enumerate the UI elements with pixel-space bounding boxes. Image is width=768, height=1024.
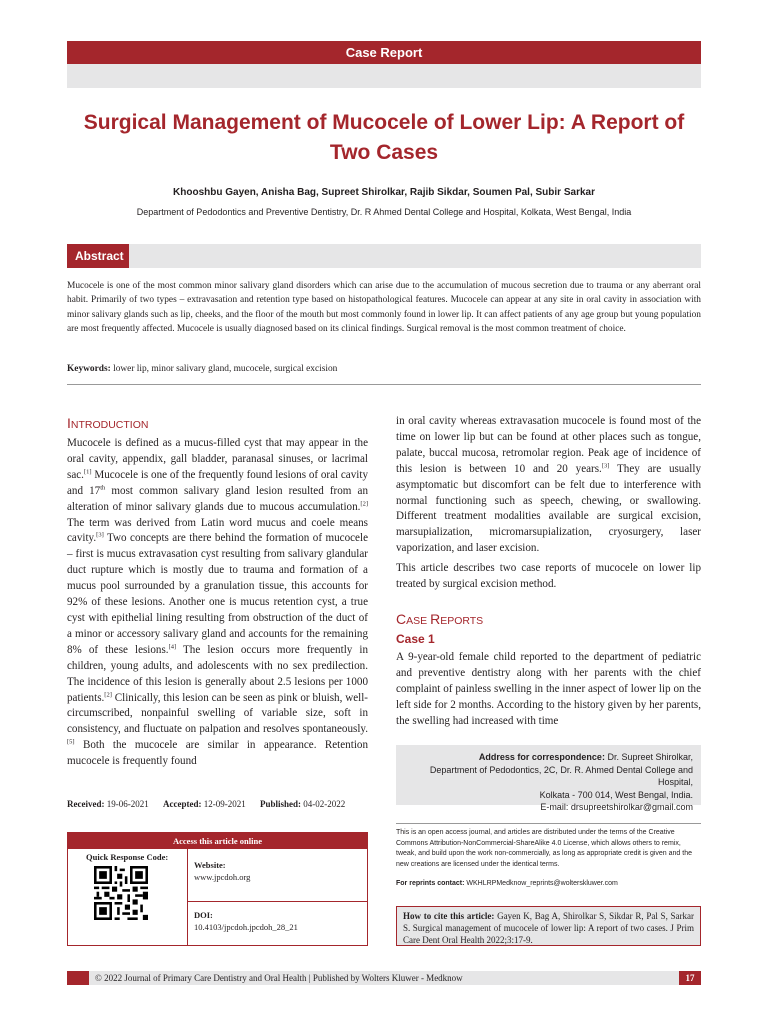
correspondence-email[interactable]: E-mail: drsupreetshirolkar@gmail.com [540,802,693,812]
reprints-contact: For reprints contact: WKHLRPMedknow_reprints@wolterskluwer.com [396,880,618,887]
case1-text: A 9-year-old female child reported to the department of pediatric and preventive dentistry along with her parents with the chief complaint of painless swelling in the inner aspect of lower lip on the left side for 2 months. According to the history given by her parents, the swelling had increased with time [396,651,701,727]
article-title: Surgical Management of Mucocele of Lower Lip: A Report of Two Cases [83,111,685,164]
citation-ref[interactable]: [2] [104,690,112,698]
introduction-heading [67,415,148,431]
introduction-paragraph: Mucocele is defined as a mucus-filled cyst that may appear in the oral cavity, appendix, gall bladder, paranasal sinuses, or lacrimal sac.[1] Mucocele is one of the frequently found lesions of oral cavity and 17th most common salivary gland lesion resulted from an alteration of minor salivary glands due to mucous accumulation.[2] The term was derived from Latin word mucus and coele means cavity.[3] Two concepts are there behind the formation of mucocele – first is mucus extravasation cyst resulting from salivary glandular duct rupture which is mostly due to trauma and formation of a mucus pool surrounded by a granulation tissue, this accounts for 92% of these lesions. Another one is mucus retention cyst, a true cyst with epithelial lining resulting from obstruction of the duct of a minor or accessory salivary gland and accounts for the remaining 8% of these lesions.[4] The lesion occurs more frequently in children, young adults, and adolescents with no sex predilection. The incidence of this lesion is generally about 2.5 lesions per 1000 patients.[2] Clinically, this lesion can be seen as pink or bluish, well-circumscribed, nonpainful swelling of variable size, soft in consistency, and fluctuate on palpation and resolves spontaneously.[5] Both the mucocele are similar in appearance. Retention mucocele is frequently found [67,437,369,768]
reprints-email[interactable]: WKHLRPMedknow_reprints@wolterskluwer.com [466,880,618,887]
citation-label: How to cite this article: [403,911,495,921]
website-info: Website: www.jpcdoh.org [194,860,251,882]
heading-initial: I [67,415,71,431]
doi-link[interactable]: 10.4103/jpcdoh.jpcdoh_28_21 [194,922,298,932]
citation-text: Gayen K, Bag A, Shirolkar S, Sikdar R, Pal S, Sarkar S. Surgical management of mucocele of lower lip: A report of two cases. J Prim Care Dent Oral Health 2022;3:17-9. [403,911,695,945]
page-number: 17 [679,971,701,985]
correspondence-label: Address for correspondence: [478,752,605,762]
doi-info: DOI: 10.4103/jpcdoh.jpcdoh_28_21 [194,910,298,932]
citation-ref[interactable]: [2] [360,499,368,507]
citation-ref[interactable]: [4] [168,643,177,651]
correspondence-box: Address for correspondence: Dr. Supreet Shirolkar, Department of Pedodontics, 2C, Dr. R. Ahmed Dental College and Hospital, Kolkata - 700 014, West Bengal, India. E-mail: drsupreetshirolkar@gmail.com [396,745,701,805]
license-divider [396,823,701,824]
footer-text: © 2022 Journal of Primary Care Dentistry and Oral Health | Published by Wolters Kluwer - Medknow [95,973,463,983]
keywords-list: lower lip, minor salivary gland, mucocele, surgical excision [113,364,338,374]
article-dates: Received: 19-06-2021 Accepted: 12-09-2021 Published: 04-02-2022 [67,799,346,809]
access-box-divider [188,901,368,902]
author-list: Khooshbu Gayen, Anisha Bag, Supreet Shirolkar, Rajib Sikdar, Soumen Pal, Subir Sarkar [173,187,595,198]
abstract-header-bar [67,244,701,268]
case1-heading: Case 1 [396,632,435,646]
keywords-label: Keywords: [67,364,111,374]
heading-rest: NTRODUCTION [70,419,149,431]
introduction-summary: This article describes two case reports of mucocele on lower lip treated by surgical excision method. [396,562,701,590]
header-gray-band [67,64,701,88]
abstract-label: Abstract [67,244,129,268]
author-affiliation: Department of Pedodontics and Preventive Dentistry, Dr. R Ahmed Dental College and Hospital, Kolkata, West Bengal, India [136,207,632,217]
keywords-divider [67,384,701,385]
website-link[interactable]: www.jpcdoh.org [194,872,251,882]
access-online-box [67,832,368,946]
case-reports-heading: CASE REPORTS [396,611,484,627]
access-box-header: Access this article online [68,833,367,849]
abstract-text: Mucocele is one of the most common minor salivary gland disorders which can arise due to the accumulation of mucous secretion due to trauma or any aberrant oral habit. Primarily of two types – extravasation and retention type based on histopathological features. Mucocele can appear at any site in oral cavity in association with minor salivary glands such as lip, cheeks, and the floor of the mouth but most commonly found in lower lip. It can affect patients of any age group but young population are most frequently affected. Mucocele is usually diagnosed based on its clinical findings. Surgical removal is the most common treatment of choice. [67,281,701,335]
qr-code-icon[interactable] [94,866,148,920]
citation-box [396,906,701,946]
citation-ref[interactable]: [3] [601,462,610,470]
citation-ref[interactable]: [5] [67,738,75,746]
article-type-banner: Case Report [67,41,701,64]
page-footer [67,971,701,985]
qr-label: Quick Response Code: [86,852,169,862]
keywords [67,364,701,374]
citation-ref[interactable]: [3] [96,531,104,539]
introduction-continued: in oral cavity whereas extravasation mucocele is found most of the time on lower lip but can be found at other places such as tongue, palate, buccal mucosa, retromolar region. Peak age of incidence of this lesion is between 10 and 20 years.[3] They are usually asymptomatic but discomfort can be felt due to interference with normal functioning such as speech, chewing, or swallowing. Different treatment modalities available are surgical excision, marsupialization, micromarsupialization, cryosurgery, laser vaporization, and laser excision. [396,415,701,555]
citation-ref[interactable]: [1] [83,468,92,476]
license-text: This is an open access journal, and articles are distributed under the terms of the Creative Commons Attribution-NonCommercial-ShareAlike 4.0 License, which allows others to remix, tweak, and build upon the work non-commercially, as long as appropriate credit is given and the new creations are licensed under the identical terms. [396,829,692,868]
qr-cell [68,849,188,946]
footer-accent [67,971,89,985]
